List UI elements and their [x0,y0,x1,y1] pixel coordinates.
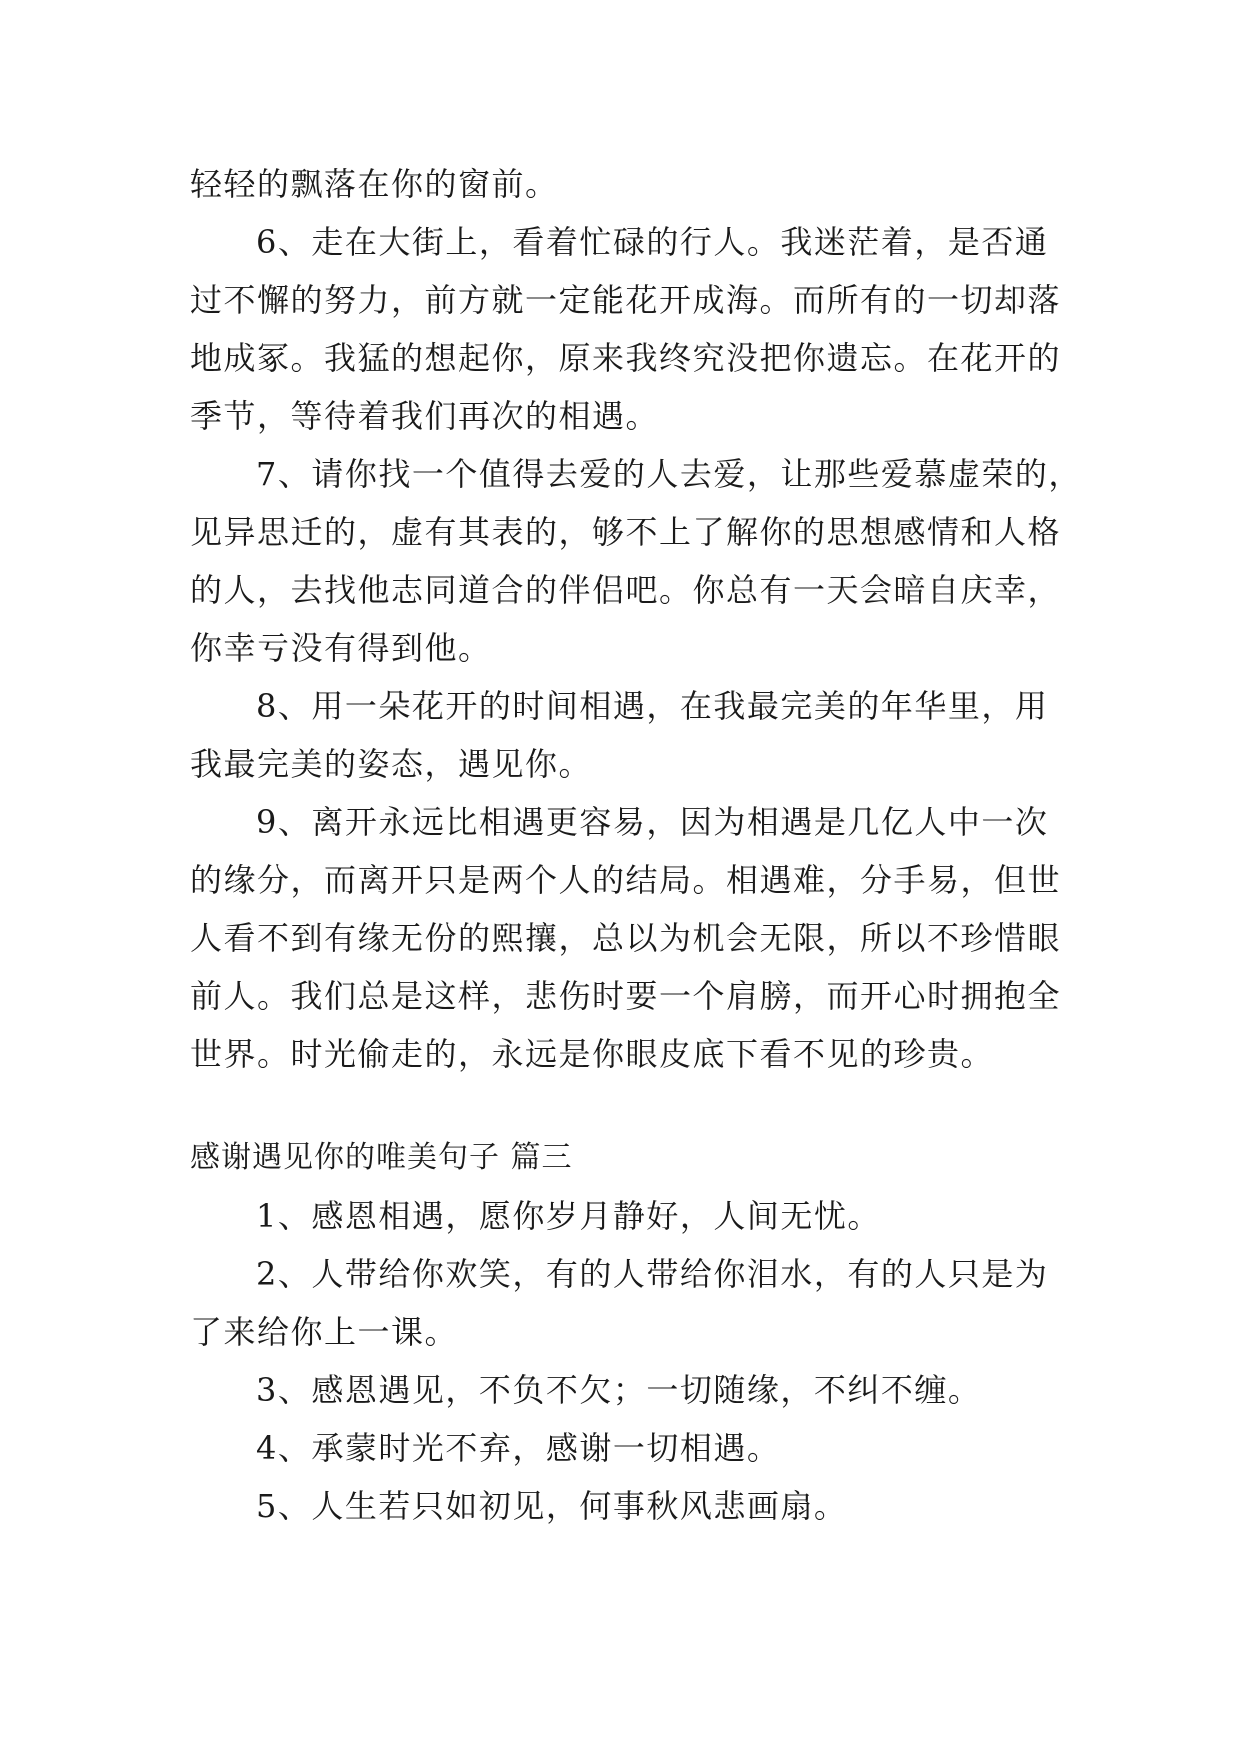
paragraph-line: 前人。我们总是这样，悲伤时要一个肩膀，而开心时拥抱全 [190,977,1062,1015]
paragraph-line: 2、人带给你欢笑，有的人带给你泪水，有的人只是为 [256,1255,1049,1293]
paragraph-line: 9、离开永远比相遇更容易，因为相遇是几亿人中一次 [256,803,1049,841]
paragraph-line: 季节，等待着我们再次的相遇。 [190,397,660,435]
paragraph-line: 见异思迁的，虚有其表的，够不上了解你的思想感情和人格 [190,513,1062,551]
paragraph-line: 1、感恩相遇，愿你岁月静好，人间无忧。 [256,1197,881,1235]
paragraph-line: 6、走在大街上，看着忙碌的行人。我迷茫着，是否通 [256,223,1049,261]
paragraph-line: 的缘分，而离开只是两个人的结局。相遇难，分手易，但世 [190,861,1062,899]
paragraph-line: 我最完美的姿态，遇见你。 [190,745,593,783]
paragraph-line: 3、感恩遇见，不负不欠；一切随缘，不纠不缠。 [256,1371,982,1409]
paragraph-line: 4、承蒙时光不弃，感谢一切相遇。 [256,1429,781,1467]
paragraph-line: 人看不到有缘无份的熙攘，总以为机会无限，所以不珍惜眼 [190,919,1062,957]
paragraph-line: 轻轻的飘落在你的窗前。 [190,165,559,203]
paragraph-line: 7、请你找一个值得去爱的人去爱，让那些爱慕虚荣的， [256,455,1082,493]
section-spacer [190,1083,1070,1129]
section-heading: 感谢遇见你的唯美句子 篇三 [190,1140,573,1175]
paragraph-line: 地成冢。我猛的想起你，原来我终究没把你遗忘。在花开的 [190,339,1062,377]
paragraph-line: 的人，去找他志同道合的伴侣吧。你总有一天会暗自庆幸， [190,571,1062,609]
paragraph-line: 8、用一朵花开的时间相遇，在我最完美的年华里，用 [256,687,1049,725]
paragraph-line: 你幸亏没有得到他。 [190,629,492,667]
paragraph-line: 过不懈的努力，前方就一定能花开成海。而所有的一切却落 [190,281,1062,319]
paragraph-line: 5、人生若只如初见，何事秋风悲画扇。 [256,1487,848,1525]
paragraph-line: 了来给你上一课。 [190,1313,459,1351]
document-page [190,155,1082,1535]
paragraph-line: 世界。时光偷走的，永远是你眼皮底下看不见的珍贵。 [190,1035,995,1073]
